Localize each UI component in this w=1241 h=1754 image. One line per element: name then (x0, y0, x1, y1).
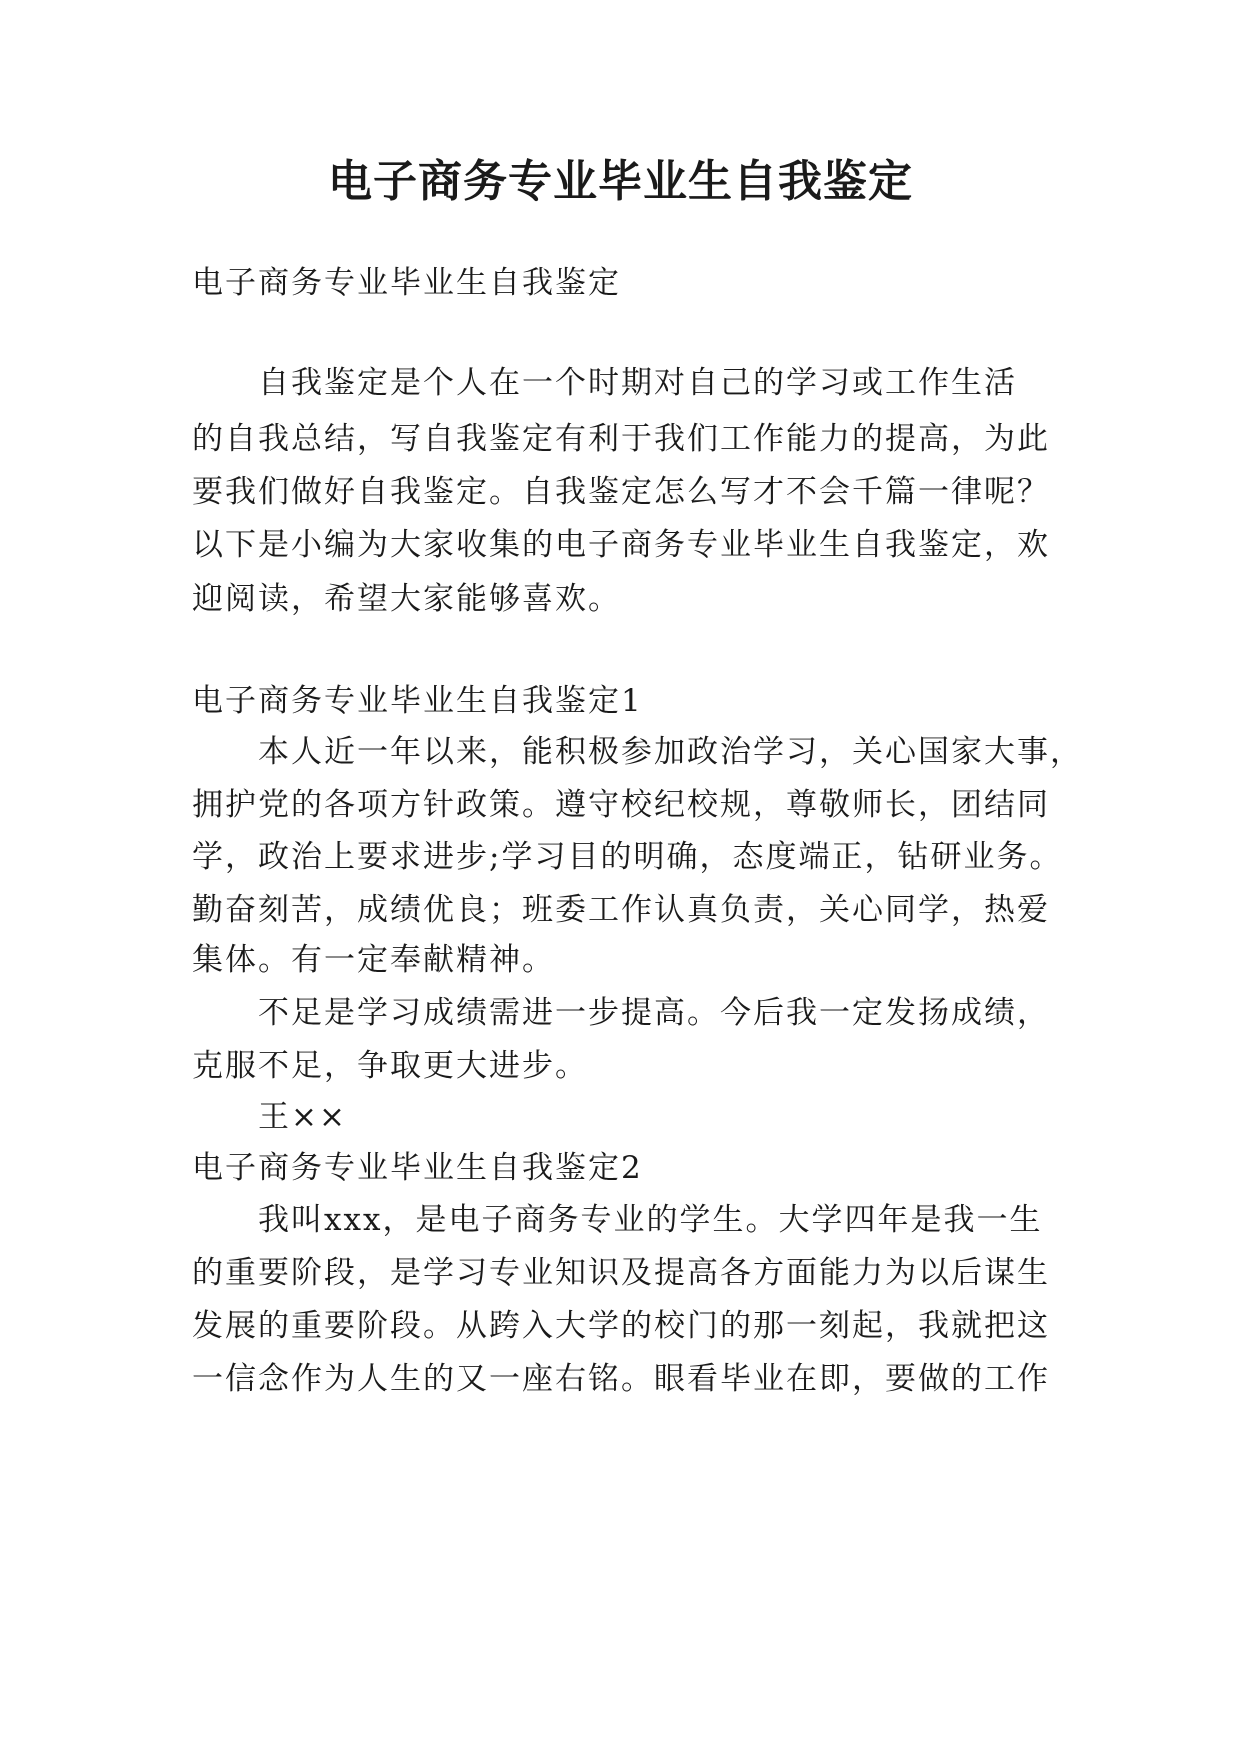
section2-para1-line: 发展的重要阶段。从跨入大学的校门的那一刻起，我就把这 (192, 1308, 1050, 1344)
section1-para1-line: 勤奋刻苦，成绩优良；班委工作认真负责，关心同学，热爱 (192, 892, 1050, 928)
intro-line: 的自我总结，写自我鉴定有利于我们工作能力的提高，为此 (192, 421, 1050, 457)
section1-para1-line: 集体。有一定奉献精神。 (192, 942, 555, 978)
section1-para1-line: 拥护党的各项方针政策。遵守校纪校规，尊敬师长，团结同 (192, 787, 1050, 823)
section1-para2-line: 不足是学习成绩需进一步提高。今后我一定发扬成绩， (258, 995, 1050, 1031)
section1-heading: 电子商务专业毕业生自我鉴定1 (192, 683, 643, 719)
section1-signature: 王×× (258, 1099, 347, 1135)
intro-line: 迎阅读，希望大家能够喜欢。 (192, 581, 621, 617)
section2-para1-line: 一信念作为人生的又一座右铭。眼看毕业在即，要做的工作 (192, 1361, 1050, 1397)
intro-line: 自我鉴定是个人在一个时期对自己的学习或工作生活 (258, 365, 1017, 401)
section2-heading: 电子商务专业毕业生自我鉴定2 (192, 1150, 643, 1186)
section1-para1-line: 学，政治上要求进步;学习目的明确，态度端正，钻研业务。 (192, 839, 1063, 875)
document-subtitle: 电子商务专业毕业生自我鉴定 (192, 265, 621, 301)
section1-para2-line: 克服不足，争取更大进步。 (192, 1048, 588, 1084)
section1-para1-line: 本人近一年以来，能积极参加政治学习，关心国家大事， (258, 734, 1083, 770)
document-title: 电子商务专业毕业生自我鉴定 (328, 156, 913, 207)
section2-para1-line: 的重要阶段，是学习专业知识及提高各方面能力为以后谋生 (192, 1255, 1050, 1291)
intro-line: 要我们做好自我鉴定。自我鉴定怎么写才不会千篇一律呢？ (192, 474, 1050, 510)
intro-line: 以下是小编为大家收集的电子商务专业毕业生自我鉴定，欢 (192, 527, 1050, 563)
section2-para1-line: 我叫xxx，是电子商务专业的学生。大学四年是我一生 (258, 1202, 1043, 1238)
